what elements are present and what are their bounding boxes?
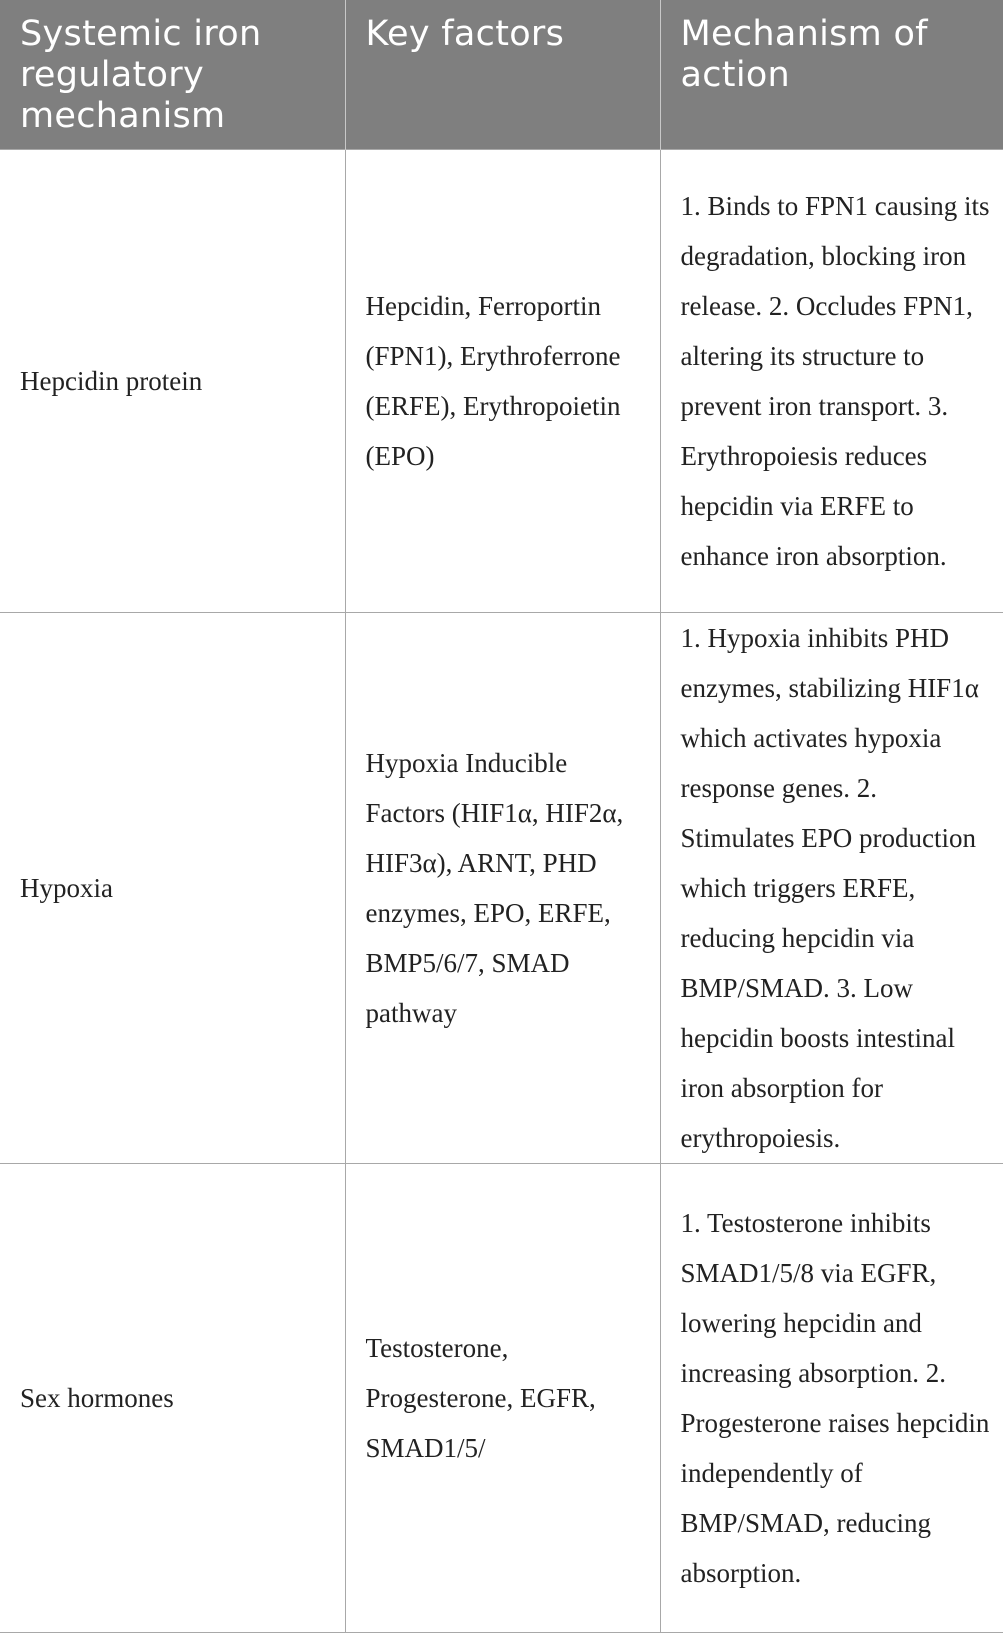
cell-mechanism: Hypoxia — [0, 613, 345, 1164]
header-mechanism: Systemic iron regulatory mechanism — [0, 0, 345, 150]
cell-action: 1. Hypoxia inhibits PHD enzymes, stabilizing HIF1α which activates hypoxia response genes. 2. Stimulates EPO production which triggers ERFE, reducing hepcidin via BMP/SMAD. 3. Low hepcidin boosts intestinal iron absorption for erythropoiesis. — [660, 613, 1003, 1164]
cell-mechanism: Sex hormones — [0, 1164, 345, 1633]
header-key-factors: Key factors — [345, 0, 660, 150]
cell-action: 1. Binds to FPN1 causing its degradation, blocking iron release. 2. Occludes FPN1, altering its structure to prevent iron transport. 3. Erythropoiesis reduces hepcidin via ERFE to enhance iron absorption. — [660, 150, 1003, 613]
table-row — [0, 613, 1003, 1164]
table-row — [0, 150, 1003, 613]
header-mechanism-of-action: Mechanism of action — [660, 0, 1003, 150]
cell-factors: Hepcidin, Ferroportin (FPN1), Erythroferrone (ERFE), Erythropoietin (EPO) — [345, 150, 660, 613]
header-row — [0, 0, 1003, 150]
table-row — [0, 1164, 1003, 1633]
cell-mechanism: Hepcidin protein — [0, 150, 345, 613]
cell-action: 1. Testosterone inhibits SMAD1/5/8 via EGFR, lowering hepcidin and increasing absorption. 2. Progesterone raises hepcidin independently of BMP/SMAD, reducing absorption. — [660, 1164, 1003, 1633]
cell-factors: Hypoxia Inducible Factors (HIF1α, HIF2α, HIF3α), ARNT, PHD enzymes, EPO, ERFE, BMP5/6/7, SMAD pathway — [345, 613, 660, 1164]
cell-factors: Testosterone, Progesterone, EGFR, SMAD1/5/ — [345, 1164, 660, 1633]
